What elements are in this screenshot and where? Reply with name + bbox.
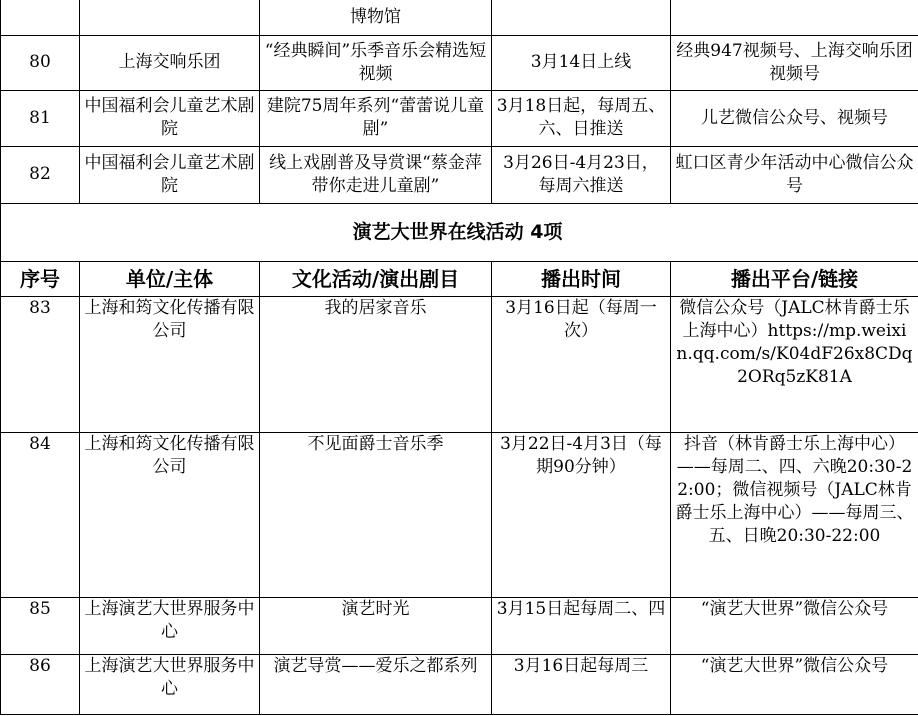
- cell-time: 3月14日上线: [492, 35, 671, 90]
- cell-platform: 抖音（林肯爵士乐上海中心）——每周二、四、六晚20:30-22:00；微信视频号（JALC林肯爵士乐上海中心）——每周三、五、日晚20:30-22:00: [671, 432, 918, 597]
- cell-time: 3月15日起每周二、四: [492, 597, 671, 654]
- cell-time: 3月16日起（每周一次）: [492, 296, 671, 432]
- cell-unit: 上海和筠文化传播有限公司: [80, 296, 260, 432]
- cell-unit: 中国福利会儿童艺术剧院: [80, 90, 260, 146]
- cell-unit: 中国福利会儿童艺术剧院: [80, 146, 260, 203]
- cell-platform: 微信公众号（JALC林肯爵士乐上海中心）https://mp.weixin.qq.com/s/K04dF26x8CDq2ORq5zK81A: [671, 296, 918, 432]
- cell-platform: 虹口区青少年活动中心微信公众号: [671, 146, 918, 203]
- cell-time: 3月18日起，每周五、六、日推送: [492, 90, 671, 146]
- table-row: [1, 0, 918, 35]
- cell-number: 86: [1, 654, 80, 714]
- section-title: 演艺大世界在线活动 4项: [1, 203, 918, 261]
- cell-time: 3月22日-4月3日（每期90分钟）: [492, 432, 671, 597]
- cell-activity: 演艺时光: [260, 597, 492, 654]
- table-row: [1, 90, 918, 146]
- cell-time: 3月16日起每周三: [492, 654, 671, 714]
- header-unit: 单位/主体: [80, 261, 260, 296]
- cell-activity: 线上戏剧普及导赏课“蔡金萍带你走进儿童剧”: [260, 146, 492, 203]
- cell-number: 81: [1, 90, 80, 146]
- cell-activity: 演艺导赏——爱乐之都系列: [260, 654, 492, 714]
- header-activity: 文化活动/演出剧目: [260, 261, 492, 296]
- cell-empty: [80, 0, 260, 35]
- cell-number: 80: [1, 35, 80, 90]
- header-platform: 播出平台/链接: [671, 261, 918, 296]
- cell-activity: 建院75周年系列“蕾蕾说儿童剧”: [260, 90, 492, 146]
- cell-time: 3月26日-4月23日，每周六推送: [492, 146, 671, 203]
- cell-unit: 上海演艺大世界服务中心: [80, 597, 260, 654]
- cell-unit: 上海和筠文化传播有限公司: [80, 432, 260, 597]
- cell-platform: 经典947视频号、上海交响乐团视频号: [671, 35, 918, 90]
- cell-platform: “演艺大世界”微信公众号: [671, 654, 918, 714]
- cell-unit: 上海交响乐团: [80, 35, 260, 90]
- cell-number: 84: [1, 432, 80, 597]
- cell-empty: [1, 0, 80, 35]
- table-row: [1, 296, 918, 432]
- header-time: 播出时间: [492, 261, 671, 296]
- header-number: 序号: [1, 261, 80, 296]
- cell-activity: 不见面爵士音乐季: [260, 432, 492, 597]
- table-row: [1, 35, 918, 90]
- cell-empty: [671, 0, 918, 35]
- cell-number: 83: [1, 296, 80, 432]
- cell-platform: 儿艺微信公众号、视频号: [671, 90, 918, 146]
- cell-unit: 上海演艺大世界服务中心: [80, 654, 260, 714]
- cell-activity: “经典瞬间”乐季音乐会精选短视频: [260, 35, 492, 90]
- cell-empty: [492, 0, 671, 35]
- cell-platform: “演艺大世界”微信公众号: [671, 597, 918, 654]
- table-row: [1, 432, 918, 597]
- table-row: [1, 597, 918, 654]
- cell-number: 82: [1, 146, 80, 203]
- header-row: [1, 261, 918, 296]
- table-row: [1, 146, 918, 203]
- cell-activity-fragment: 博物馆: [260, 0, 492, 35]
- cell-number: 85: [1, 597, 80, 654]
- section-row: [1, 203, 918, 261]
- cell-activity: 我的居家音乐: [260, 296, 492, 432]
- table-row: [1, 654, 918, 714]
